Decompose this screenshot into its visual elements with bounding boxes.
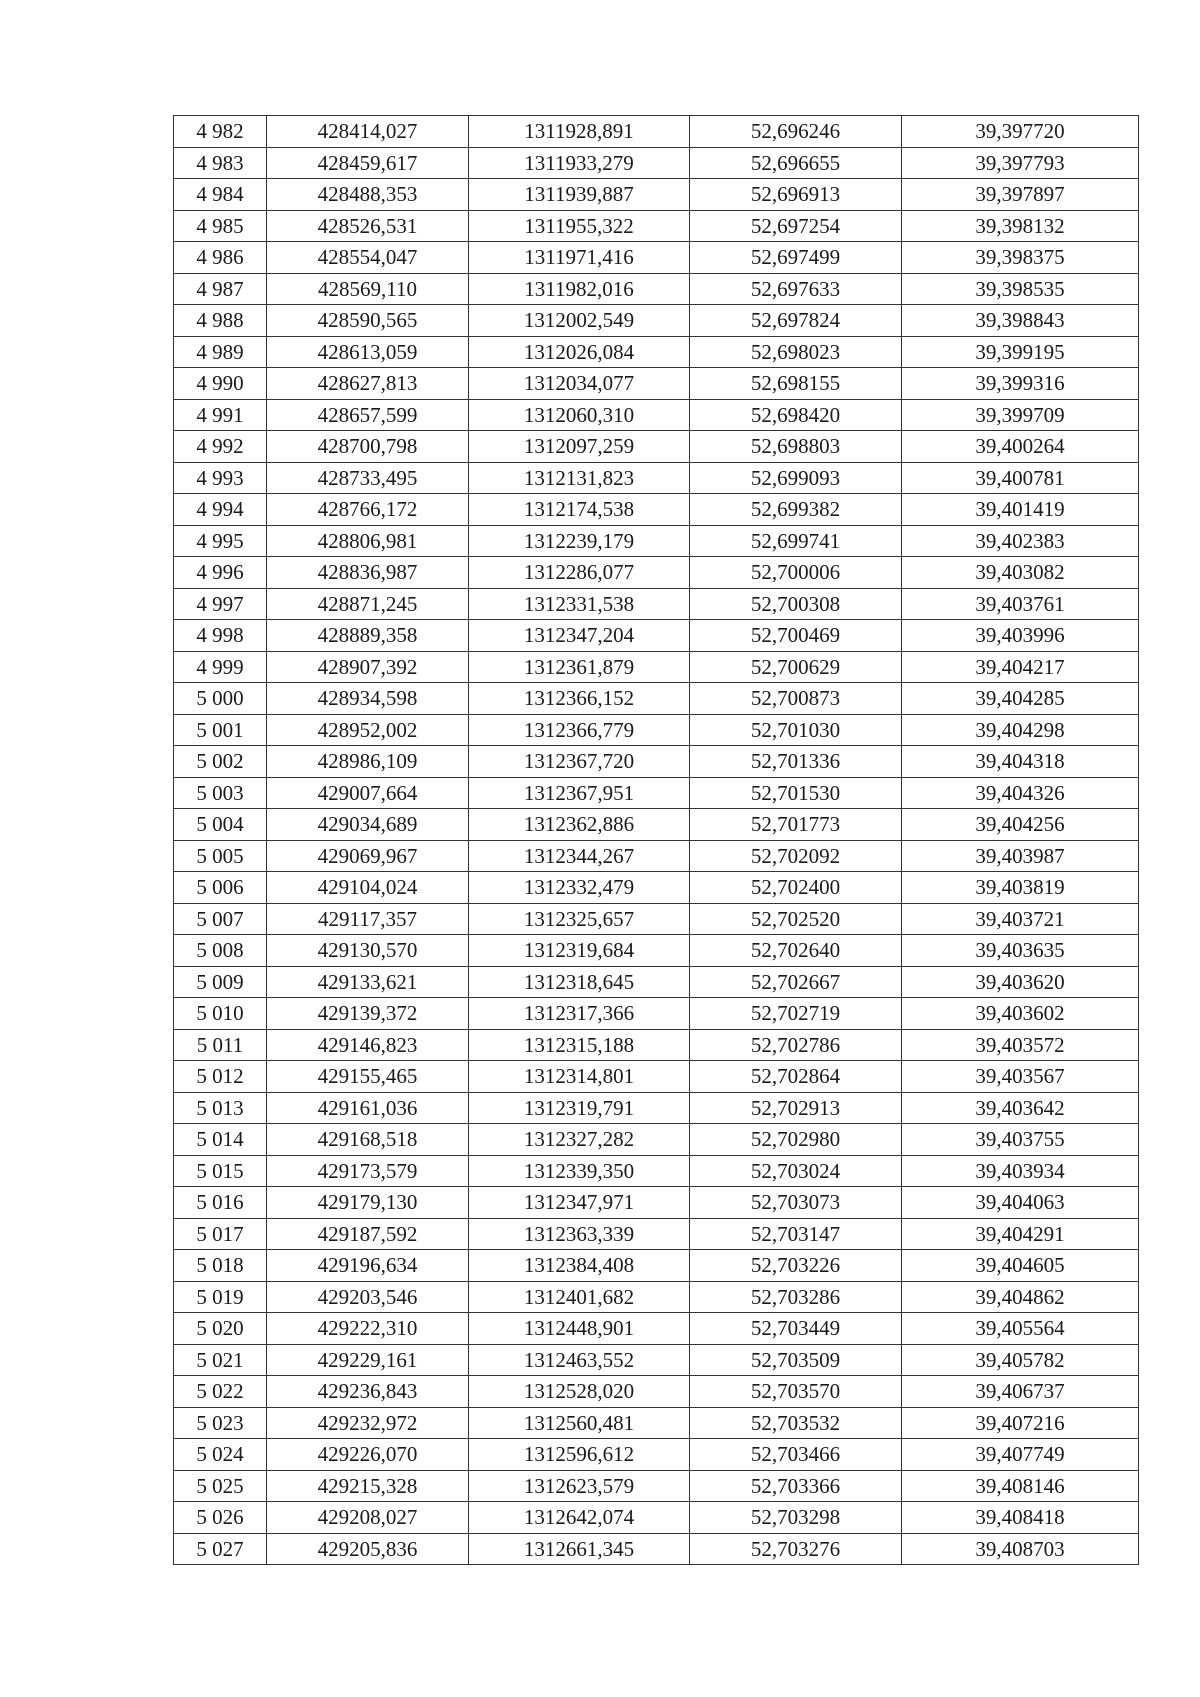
longitude-cell: 39,402383 [902,525,1139,557]
x-coordinate-cell: 428907,392 [267,651,469,683]
y-coordinate-cell: 1312097,259 [469,431,690,463]
y-coordinate-cell: 1312661,345 [469,1533,690,1565]
point-number-cell: 5 024 [174,1439,267,1471]
longitude-cell: 39,397793 [902,147,1139,179]
x-coordinate-cell: 428590,565 [267,305,469,337]
longitude-cell: 39,403934 [902,1155,1139,1187]
y-coordinate-cell: 1311971,416 [469,242,690,274]
point-number-cell: 4 984 [174,179,267,211]
x-coordinate-cell: 429161,036 [267,1092,469,1124]
point-number-cell: 4 987 [174,273,267,305]
y-coordinate-cell: 1312560,481 [469,1407,690,1439]
point-number-cell: 5 003 [174,777,267,809]
x-coordinate-cell: 429226,070 [267,1439,469,1471]
table-row [174,1533,1139,1565]
y-coordinate-cell: 1312347,204 [469,620,690,652]
table-row [174,525,1139,557]
x-coordinate-cell: 428613,059 [267,336,469,368]
latitude-cell: 52,701773 [690,809,902,841]
table-row [174,651,1139,683]
latitude-cell: 52,701030 [690,714,902,746]
x-coordinate-cell: 428700,798 [267,431,469,463]
table-row [174,1187,1139,1219]
table-row [174,683,1139,715]
point-number-cell: 4 992 [174,431,267,463]
table-row [174,305,1139,337]
point-number-cell: 4 998 [174,620,267,652]
x-coordinate-cell: 429104,024 [267,872,469,904]
x-coordinate-cell: 429069,967 [267,840,469,872]
point-number-cell: 4 994 [174,494,267,526]
latitude-cell: 52,697633 [690,273,902,305]
latitude-cell: 52,697254 [690,210,902,242]
y-coordinate-cell: 1312314,801 [469,1061,690,1093]
x-coordinate-cell: 429196,634 [267,1250,469,1282]
latitude-cell: 52,698803 [690,431,902,463]
longitude-cell: 39,397897 [902,179,1139,211]
longitude-cell: 39,403602 [902,998,1139,1030]
longitude-cell: 39,404298 [902,714,1139,746]
longitude-cell: 39,403755 [902,1124,1139,1156]
table-row [174,179,1139,211]
x-coordinate-cell: 429179,130 [267,1187,469,1219]
y-coordinate-cell: 1312528,020 [469,1376,690,1408]
point-number-cell: 4 996 [174,557,267,589]
longitude-cell: 39,407749 [902,1439,1139,1471]
y-coordinate-cell: 1312331,538 [469,588,690,620]
longitude-cell: 39,405782 [902,1344,1139,1376]
x-coordinate-cell: 428627,813 [267,368,469,400]
longitude-cell: 39,404291 [902,1218,1139,1250]
longitude-cell: 39,408146 [902,1470,1139,1502]
x-coordinate-cell: 428414,027 [267,116,469,148]
table-row [174,116,1139,148]
table-row [174,336,1139,368]
y-coordinate-cell: 1312174,538 [469,494,690,526]
y-coordinate-cell: 1311933,279 [469,147,690,179]
x-coordinate-cell: 428986,109 [267,746,469,778]
table-row [174,1250,1139,1282]
y-coordinate-cell: 1312327,282 [469,1124,690,1156]
longitude-cell: 39,400264 [902,431,1139,463]
longitude-cell: 39,398535 [902,273,1139,305]
y-coordinate-cell: 1311928,891 [469,116,690,148]
point-number-cell: 4 993 [174,462,267,494]
latitude-cell: 52,699093 [690,462,902,494]
table-row [174,368,1139,400]
longitude-cell: 39,397720 [902,116,1139,148]
y-coordinate-cell: 1312384,408 [469,1250,690,1282]
table-row [174,588,1139,620]
latitude-cell: 52,696246 [690,116,902,148]
longitude-cell: 39,403635 [902,935,1139,967]
latitude-cell: 52,698023 [690,336,902,368]
latitude-cell: 52,703509 [690,1344,902,1376]
longitude-cell: 39,403620 [902,966,1139,998]
longitude-cell: 39,408418 [902,1502,1139,1534]
x-coordinate-cell: 428766,172 [267,494,469,526]
longitude-cell: 39,404326 [902,777,1139,809]
y-coordinate-cell: 1312239,179 [469,525,690,557]
y-coordinate-cell: 1312060,310 [469,399,690,431]
y-coordinate-cell: 1312318,645 [469,966,690,998]
point-number-cell: 5 000 [174,683,267,715]
table-row [174,1029,1139,1061]
latitude-cell: 52,702667 [690,966,902,998]
x-coordinate-cell: 428554,047 [267,242,469,274]
latitude-cell: 52,702719 [690,998,902,1030]
table-row [174,1376,1139,1408]
latitude-cell: 52,702913 [690,1092,902,1124]
point-number-cell: 4 989 [174,336,267,368]
y-coordinate-cell: 1312642,074 [469,1502,690,1534]
y-coordinate-cell: 1312344,267 [469,840,690,872]
table-row [174,1502,1139,1534]
table-row [174,399,1139,431]
x-coordinate-cell: 429232,972 [267,1407,469,1439]
y-coordinate-cell: 1311955,322 [469,210,690,242]
longitude-cell: 39,404256 [902,809,1139,841]
table-row [174,903,1139,935]
y-coordinate-cell: 1312319,684 [469,935,690,967]
latitude-cell: 52,698420 [690,399,902,431]
point-number-cell: 4 997 [174,588,267,620]
x-coordinate-cell: 428459,617 [267,147,469,179]
point-number-cell: 5 002 [174,746,267,778]
latitude-cell: 52,702864 [690,1061,902,1093]
table-row [174,1470,1139,1502]
latitude-cell: 52,696913 [690,179,902,211]
latitude-cell: 52,696655 [690,147,902,179]
longitude-cell: 39,403721 [902,903,1139,935]
table-row [174,1407,1139,1439]
longitude-cell: 39,403567 [902,1061,1139,1093]
longitude-cell: 39,403761 [902,588,1139,620]
table-row [174,147,1139,179]
latitude-cell: 52,703276 [690,1533,902,1565]
x-coordinate-cell: 429139,372 [267,998,469,1030]
x-coordinate-cell: 429168,518 [267,1124,469,1156]
y-coordinate-cell: 1312347,971 [469,1187,690,1219]
point-number-cell: 5 018 [174,1250,267,1282]
y-coordinate-cell: 1312317,366 [469,998,690,1030]
longitude-cell: 39,404605 [902,1250,1139,1282]
x-coordinate-cell: 428657,599 [267,399,469,431]
y-coordinate-cell: 1311982,016 [469,273,690,305]
latitude-cell: 52,702092 [690,840,902,872]
point-number-cell: 4 985 [174,210,267,242]
latitude-cell: 52,703147 [690,1218,902,1250]
point-number-cell: 5 026 [174,1502,267,1534]
longitude-cell: 39,399709 [902,399,1139,431]
coordinates-table [173,115,1139,1565]
y-coordinate-cell: 1312332,479 [469,872,690,904]
longitude-cell: 39,398375 [902,242,1139,274]
point-number-cell: 5 019 [174,1281,267,1313]
latitude-cell: 52,700629 [690,651,902,683]
point-number-cell: 5 004 [174,809,267,841]
point-number-cell: 5 008 [174,935,267,967]
x-coordinate-cell: 428889,358 [267,620,469,652]
x-coordinate-cell: 429229,161 [267,1344,469,1376]
y-coordinate-cell: 1312596,612 [469,1439,690,1471]
latitude-cell: 52,697499 [690,242,902,274]
point-number-cell: 4 983 [174,147,267,179]
point-number-cell: 4 986 [174,242,267,274]
table-row [174,714,1139,746]
longitude-cell: 39,404063 [902,1187,1139,1219]
y-coordinate-cell: 1312363,339 [469,1218,690,1250]
point-number-cell: 5 021 [174,1344,267,1376]
latitude-cell: 52,702520 [690,903,902,935]
x-coordinate-cell: 428952,002 [267,714,469,746]
table-row [174,1124,1139,1156]
table-row [174,1155,1139,1187]
point-number-cell: 5 007 [174,903,267,935]
y-coordinate-cell: 1312367,951 [469,777,690,809]
latitude-cell: 52,703532 [690,1407,902,1439]
point-number-cell: 4 991 [174,399,267,431]
longitude-cell: 39,403642 [902,1092,1139,1124]
table-row [174,998,1139,1030]
latitude-cell: 52,702980 [690,1124,902,1156]
table-row [174,1218,1139,1250]
x-coordinate-cell: 429208,027 [267,1502,469,1534]
point-number-cell: 4 995 [174,525,267,557]
x-coordinate-cell: 428733,495 [267,462,469,494]
table-row [174,746,1139,778]
longitude-cell: 39,408703 [902,1533,1139,1565]
longitude-cell: 39,404318 [902,746,1139,778]
point-number-cell: 5 013 [174,1092,267,1124]
longitude-cell: 39,403987 [902,840,1139,872]
x-coordinate-cell: 428569,110 [267,273,469,305]
y-coordinate-cell: 1312002,549 [469,305,690,337]
longitude-cell: 39,403996 [902,620,1139,652]
table-row [174,210,1139,242]
longitude-cell: 39,407216 [902,1407,1139,1439]
point-number-cell: 5 022 [174,1376,267,1408]
x-coordinate-cell: 429155,465 [267,1061,469,1093]
longitude-cell: 39,403819 [902,872,1139,904]
table-row [174,494,1139,526]
longitude-cell: 39,403082 [902,557,1139,589]
latitude-cell: 52,700873 [690,683,902,715]
y-coordinate-cell: 1312366,779 [469,714,690,746]
table-row [174,557,1139,589]
point-number-cell: 5 010 [174,998,267,1030]
y-coordinate-cell: 1312319,791 [469,1092,690,1124]
table-row [174,935,1139,967]
longitude-cell: 39,400781 [902,462,1139,494]
point-number-cell: 5 027 [174,1533,267,1565]
y-coordinate-cell: 1312034,077 [469,368,690,400]
y-coordinate-cell: 1312623,579 [469,1470,690,1502]
point-number-cell: 5 017 [174,1218,267,1250]
x-coordinate-cell: 429173,579 [267,1155,469,1187]
latitude-cell: 52,702400 [690,872,902,904]
x-coordinate-cell: 429205,836 [267,1533,469,1565]
longitude-cell: 39,398132 [902,210,1139,242]
table-row [174,872,1139,904]
x-coordinate-cell: 428488,353 [267,179,469,211]
point-number-cell: 5 005 [174,840,267,872]
point-number-cell: 5 016 [174,1187,267,1219]
latitude-cell: 52,698155 [690,368,902,400]
table-row [174,1092,1139,1124]
point-number-cell: 5 006 [174,872,267,904]
table-row [174,1061,1139,1093]
point-number-cell: 5 025 [174,1470,267,1502]
latitude-cell: 52,700308 [690,588,902,620]
table-row [174,1313,1139,1345]
x-coordinate-cell: 429133,621 [267,966,469,998]
y-coordinate-cell: 1312339,350 [469,1155,690,1187]
point-number-cell: 5 015 [174,1155,267,1187]
x-coordinate-cell: 429146,823 [267,1029,469,1061]
x-coordinate-cell: 429130,570 [267,935,469,967]
table-row [174,1344,1139,1376]
table-row [174,1439,1139,1471]
latitude-cell: 52,701530 [690,777,902,809]
longitude-cell: 39,404217 [902,651,1139,683]
x-coordinate-cell: 429203,546 [267,1281,469,1313]
latitude-cell: 52,703366 [690,1470,902,1502]
y-coordinate-cell: 1312325,657 [469,903,690,935]
table-row [174,462,1139,494]
x-coordinate-cell: 429187,592 [267,1218,469,1250]
x-coordinate-cell: 429034,689 [267,809,469,841]
x-coordinate-cell: 429236,843 [267,1376,469,1408]
table-row [174,966,1139,998]
latitude-cell: 52,703570 [690,1376,902,1408]
longitude-cell: 39,399316 [902,368,1139,400]
x-coordinate-cell: 429222,310 [267,1313,469,1345]
point-number-cell: 4 999 [174,651,267,683]
y-coordinate-cell: 1312026,084 [469,336,690,368]
point-number-cell: 5 020 [174,1313,267,1345]
latitude-cell: 52,703298 [690,1502,902,1534]
y-coordinate-cell: 1312362,886 [469,809,690,841]
longitude-cell: 39,403572 [902,1029,1139,1061]
point-number-cell: 5 023 [174,1407,267,1439]
x-coordinate-cell: 428934,598 [267,683,469,715]
point-number-cell: 5 009 [174,966,267,998]
latitude-cell: 52,703286 [690,1281,902,1313]
x-coordinate-cell: 428871,245 [267,588,469,620]
latitude-cell: 52,700006 [690,557,902,589]
y-coordinate-cell: 1312401,682 [469,1281,690,1313]
y-coordinate-cell: 1312463,552 [469,1344,690,1376]
y-coordinate-cell: 1312131,823 [469,462,690,494]
x-coordinate-cell: 429007,664 [267,777,469,809]
table-row [174,431,1139,463]
table-row [174,273,1139,305]
x-coordinate-cell: 428806,981 [267,525,469,557]
y-coordinate-cell: 1312367,720 [469,746,690,778]
table-row [174,1281,1139,1313]
latitude-cell: 52,703024 [690,1155,902,1187]
longitude-cell: 39,399195 [902,336,1139,368]
longitude-cell: 39,404285 [902,683,1139,715]
point-number-cell: 4 990 [174,368,267,400]
x-coordinate-cell: 429117,357 [267,903,469,935]
point-number-cell: 5 014 [174,1124,267,1156]
longitude-cell: 39,404862 [902,1281,1139,1313]
longitude-cell: 39,401419 [902,494,1139,526]
table-row [174,809,1139,841]
latitude-cell: 52,702786 [690,1029,902,1061]
latitude-cell: 52,703073 [690,1187,902,1219]
latitude-cell: 52,699382 [690,494,902,526]
point-number-cell: 5 012 [174,1061,267,1093]
point-number-cell: 5 011 [174,1029,267,1061]
table-row [174,242,1139,274]
latitude-cell: 52,699741 [690,525,902,557]
y-coordinate-cell: 1312361,879 [469,651,690,683]
y-coordinate-cell: 1312448,901 [469,1313,690,1345]
longitude-cell: 39,406737 [902,1376,1139,1408]
x-coordinate-cell: 428836,987 [267,557,469,589]
latitude-cell: 52,700469 [690,620,902,652]
y-coordinate-cell: 1312366,152 [469,683,690,715]
y-coordinate-cell: 1312315,188 [469,1029,690,1061]
latitude-cell: 52,703449 [690,1313,902,1345]
latitude-cell: 52,697824 [690,305,902,337]
table-row [174,840,1139,872]
longitude-cell: 39,405564 [902,1313,1139,1345]
point-number-cell: 4 988 [174,305,267,337]
x-coordinate-cell: 428526,531 [267,210,469,242]
table-body [174,116,1139,1565]
longitude-cell: 39,398843 [902,305,1139,337]
latitude-cell: 52,703226 [690,1250,902,1282]
y-coordinate-cell: 1312286,077 [469,557,690,589]
point-number-cell: 5 001 [174,714,267,746]
table-row [174,620,1139,652]
latitude-cell: 52,703466 [690,1439,902,1471]
x-coordinate-cell: 429215,328 [267,1470,469,1502]
y-coordinate-cell: 1311939,887 [469,179,690,211]
point-number-cell: 4 982 [174,116,267,148]
table-row [174,777,1139,809]
latitude-cell: 52,701336 [690,746,902,778]
latitude-cell: 52,702640 [690,935,902,967]
